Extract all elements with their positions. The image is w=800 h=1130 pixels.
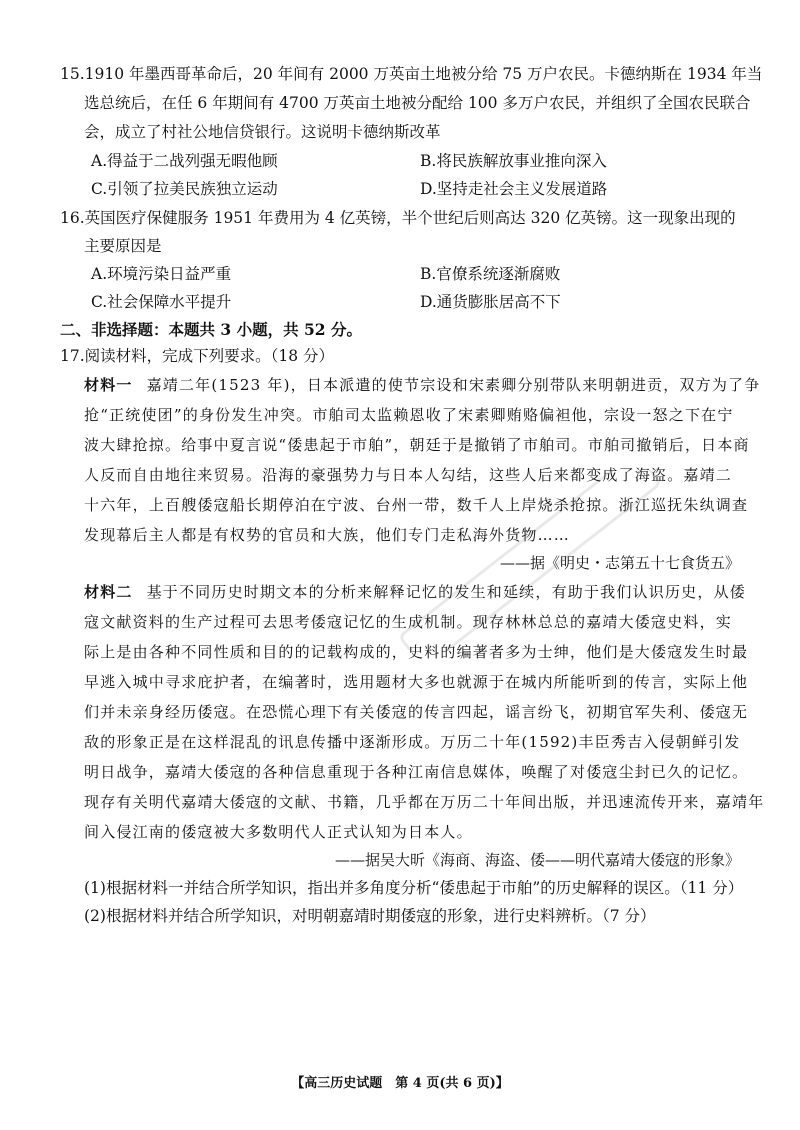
q15-option-a: A.得益于二战列强无暇他顾 bbox=[91, 152, 278, 170]
material-1-label: 材料一 bbox=[84, 376, 133, 394]
q16-option-b: B.官僚系统逐渐腐败 bbox=[420, 265, 561, 283]
material-1-first-text: 嘉靖二年(1523 年)，日本派遣的使节宗设和宋素卿分别带队来明朝进贡，双方为了争 bbox=[146, 376, 761, 394]
material-2-label: 材料二 bbox=[84, 583, 133, 601]
section-2-heading: 二、非选择题：本题共 3 小题，共 52 分。 bbox=[60, 320, 362, 339]
q15-option-d: D.坚持走社会主义发展道路 bbox=[420, 180, 608, 198]
q16-line-1: 16.英国医疗保健服务 1951 年费用为 4 亿英镑，半个世纪后则高达 320 亿英镑。这一现象出现的 bbox=[60, 209, 736, 227]
material-2-line: 际上是由各种不同性质和目的的记载构成的，史料的编著者多为士绅，他们是大倭寇发生时最 bbox=[84, 643, 749, 661]
material-1-line: 十六年，上百艘倭寇船长期停泊在宁波、台州一带，数千人上岸烧杀抢掠。浙江巡抚朱纨调查 bbox=[84, 496, 749, 514]
material-2-source: ——据吴大昕《海商、海盗、倭——明代嘉靖大倭寇的形象》 bbox=[334, 851, 740, 869]
q15-line-3: 会，成立了村社公地信贷银行。这说明卡德纳斯改革 bbox=[84, 123, 441, 141]
material-2-first-text: 基于不同历史时期文本的分析来解释记忆的发生和延续，有助于我们认识历史，从倭 bbox=[146, 583, 746, 601]
material-1-line: 波大肆抢掠。给事中夏言说“倭患起于市舶”，朝廷于是撤销了市舶司。市舶司撤销后，日本商 bbox=[84, 436, 750, 454]
material-2-line: 间入侵江南的倭寇被大多数明代人正式认知为日本人。 bbox=[84, 823, 473, 841]
q15-line-2: 选总统后，在任 6 年期间有 4700 万英亩土地被分配给 100 多万户农民，并组织了全国农民联合 bbox=[84, 94, 751, 112]
q16-option-c: C.社会保障水平提升 bbox=[91, 293, 232, 311]
material-1-source: ——据《明史・志第五十七食货五》 bbox=[499, 554, 740, 572]
q16-option-d: D.通货膨胀居高不下 bbox=[420, 293, 561, 311]
material-1-line: 人反而自由地往来贸易。沿海的豪强势力与日本人勾结，这些人后来都变成了海盗。嘉靖二 bbox=[84, 466, 733, 484]
material-2-line: 们并未亲身经历倭寇。在恐慌心理下有关倭寇的传言四起，谣言纷飞，初期官军失利、倭寇无 bbox=[84, 703, 749, 721]
q16-line-2: 主要原因是 bbox=[84, 237, 162, 255]
q16-option-a: A.环境污染日益严重 bbox=[91, 265, 232, 283]
material-1-line: 抢“正统使团”的身份发生冲突。市舶司太监赖恩收了宋素卿贿赂偏袒他，宗设一怒之下在宁 bbox=[84, 406, 734, 424]
material-1-line: 发现幕后主人都是有权势的官员和大族，他们专门走私海外货物…… bbox=[84, 526, 571, 544]
material-2-line: 明日战争，嘉靖大倭寇的各种信息重现于各种江南信息媒体，唤醒了对倭寇尘封已久的记忆。 bbox=[84, 763, 749, 781]
q15-line-1: 15.1910 年墨西哥革命后，20 年间有 2000 万英亩土地被分给 75 万户农民。卡德纳斯在 1934 年当 bbox=[60, 65, 763, 83]
q15-option-c: C.引领了拉美民族独立运动 bbox=[91, 180, 278, 198]
material-1-first-line bbox=[84, 373, 760, 397]
page-footer: 【高三历史试题 第 4 页(共 6 页)】 bbox=[291, 1076, 509, 1091]
material-2-line: 现存有关明代嘉靖大倭寇的文献、书籍，几乎都在万历二十年间出版，并迅速流传开来，嘉靖年 bbox=[84, 793, 765, 811]
q17-subquestion-1: (1)根据材料一并结合所学知识，指出并多角度分析“倭患起于市舶”的历史解释的误区。（11 分） bbox=[84, 879, 744, 897]
material-2-line: 敌的形象正是在这样混乱的讯息传播中逐渐形成。万历二十年(1592)丰臣秀吉入侵朝鲜引发 bbox=[84, 733, 741, 751]
q17-subquestion-2: (2)根据材料并结合所学知识，对明朝嘉靖时期倭寇的形象，进行史料辨析。（7 分） bbox=[84, 907, 656, 925]
q15-option-b: B.将民族解放事业推向深入 bbox=[420, 152, 607, 170]
material-2-line: 寇文献资料的生产过程可去思考倭寇记忆的生成机制。现存林林总总的嘉靖大倭寇史料，实 bbox=[84, 613, 733, 631]
material-2-first-line bbox=[84, 580, 746, 604]
q17-stem: 17.阅读材料，完成下列要求。（18 分） bbox=[60, 347, 335, 365]
material-2-line: 早逃入城中寻求庇护者，在编著时，选用题材大多也就源于在城内所能听到的传言，实际上他 bbox=[84, 673, 749, 691]
